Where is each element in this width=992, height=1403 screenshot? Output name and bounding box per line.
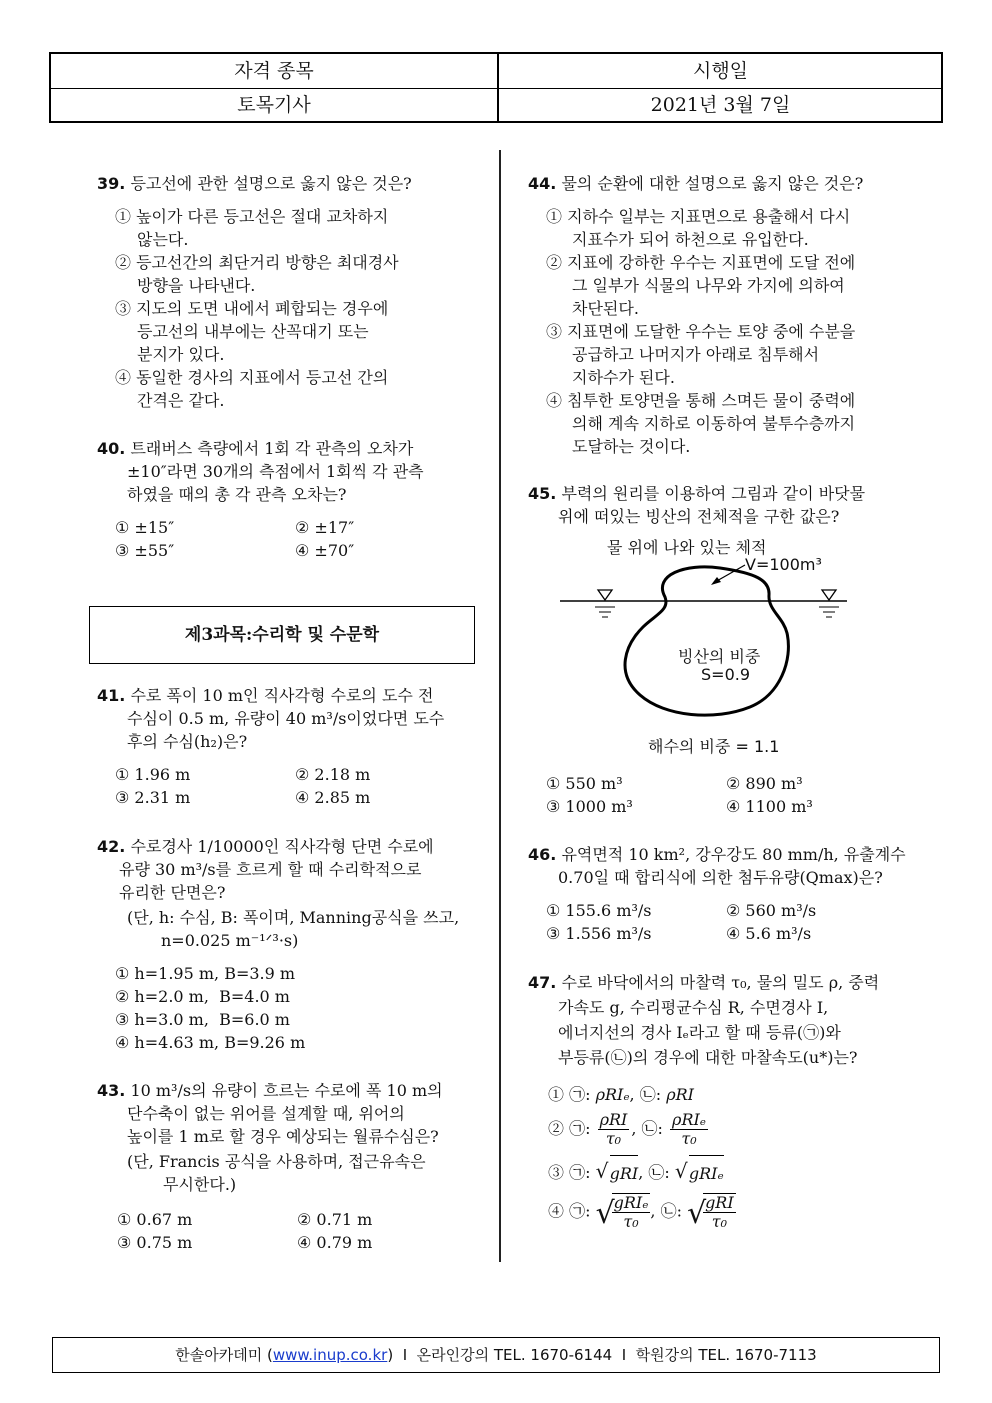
fraction-b bbox=[670, 1111, 708, 1148]
option-value-b: ρRI bbox=[666, 1085, 694, 1104]
question-stem-line3: 하였을 때의 총 각 관측 오차는? bbox=[127, 485, 347, 504]
option-2[interactable]: ② h=2.0 m, B=4.0 m bbox=[115, 987, 290, 1006]
option-2-cont: 방향을 나타낸다. bbox=[137, 276, 256, 295]
question-number: 47. bbox=[528, 973, 557, 992]
question-42 bbox=[97, 835, 459, 1054]
option-1[interactable]: ① h=1.95 m, B=3.9 m bbox=[115, 964, 296, 983]
sqrt-b: √ $\frac{\text{gRI}}{\text{τ₀}}$ bbox=[687, 1193, 734, 1231]
question-condition: (단, Francis 공식을 사용하며, 접근유속은 bbox=[127, 1152, 426, 1171]
option-3[interactable]: ③ 지도의 도면 내에서 폐합되는 경우에 bbox=[115, 299, 389, 318]
figure-label-top: 물 위에 나와 있는 체적 bbox=[607, 538, 767, 557]
option-4[interactable]: ④ 침투한 토양면을 통해 스며든 물이 중력에 bbox=[546, 391, 856, 410]
question-44 bbox=[528, 172, 863, 458]
question-stem-line4: 부등류(㉡)의 경우에 대한 마찰속도(u*)는? bbox=[558, 1048, 858, 1067]
option-1[interactable]: ① 높이가 다른 등고선은 절대 교차하지 bbox=[115, 207, 389, 226]
question-39 bbox=[97, 172, 412, 412]
question-number: 46. bbox=[528, 845, 557, 864]
option-2-cont: 그 일부가 식물의 나무와 가지에 의하여 bbox=[572, 276, 845, 295]
iceberg-figure bbox=[555, 535, 855, 765]
option-2[interactable]: ② 890 m³ bbox=[726, 774, 803, 793]
question-43 bbox=[97, 1079, 477, 1254]
option-separator: , ㉡: bbox=[629, 1085, 662, 1104]
denominator: τ₀ bbox=[711, 1212, 727, 1231]
sqrt-a: √ $\frac{\text{gRIₑ}}{\text{τ₀}}$ bbox=[595, 1193, 649, 1231]
question-stem-line2: ±10″라면 30개의 측점에서 1회씩 각 관측 bbox=[127, 462, 424, 481]
question-45-options bbox=[546, 772, 906, 818]
option-1[interactable]: ① 지하수 일부는 지표면으로 용출해서 다시 bbox=[546, 207, 851, 226]
question-stem: 수로경사 1/10000인 직사각형 단면 수로에 bbox=[130, 837, 434, 856]
subject-title: 제3과목:수리학 및 수문학 bbox=[89, 606, 475, 664]
question-stem-line3: 에너지선의 경사 Iₑ라고 할 때 등류(㉠)와 bbox=[558, 1023, 841, 1042]
option-value-a: ρRIₑ bbox=[595, 1085, 630, 1104]
option-3[interactable]: ③ ±55″ bbox=[115, 541, 175, 560]
question-stem: 수로 폭이 10 m인 직사각형 수로의 도수 전 bbox=[130, 686, 434, 705]
question-stem: 트래버스 측량에서 1회 각 관측의 오차가 bbox=[130, 439, 414, 458]
numerator: gRI bbox=[705, 1193, 734, 1212]
option-3[interactable] bbox=[548, 1155, 736, 1193]
option-4-cont: 의해 계속 지하로 이동하여 불투수층까지 bbox=[572, 414, 856, 433]
exam-header-table bbox=[49, 52, 943, 123]
option-2[interactable]: ② 등고선간의 최단거리 방향은 최대경사 bbox=[115, 253, 399, 272]
figure-label-ice: 빙산의 비중 bbox=[678, 647, 761, 666]
option-4[interactable]: ④ 5.6 m³/s bbox=[726, 924, 812, 943]
option-3-cont2: 지하수가 된다. bbox=[572, 368, 675, 387]
option-3-cont: 등고선의 내부에는 산꼭대기 또는 bbox=[137, 322, 369, 341]
question-stem: 등고선에 관한 설명으로 옳지 않은 것은? bbox=[130, 174, 412, 193]
sqrt-b: √ gRIₑ bbox=[675, 1155, 724, 1192]
option-2[interactable]: ② ±17″ bbox=[295, 518, 355, 537]
option-separator: , ㉡: bbox=[650, 1201, 682, 1221]
question-condition: (단, h: 수심, B: 폭이며, Manning공식을 쓰고, bbox=[127, 908, 460, 927]
question-stem-line2: 0.70일 때 합리식에 의한 첨두유량(Qmax)은? bbox=[558, 868, 883, 887]
option-1[interactable]: ① 0.67 m bbox=[117, 1210, 193, 1229]
question-stem-line2: 단수축이 없는 위어를 설계할 때, 위어의 bbox=[127, 1104, 405, 1123]
option-separator: , ㉡: bbox=[631, 1119, 663, 1138]
question-41 bbox=[97, 684, 475, 809]
figure-label-s: S=0.9 bbox=[701, 665, 751, 684]
question-stem-line2: 위에 떠있는 빙산의 전체적을 구한 값은? bbox=[558, 507, 840, 526]
question-stem-line3: 유리한 단면은? bbox=[119, 883, 226, 902]
question-stem-line3: 높이를 1 m로 할 경우 예상되는 월류수심은? bbox=[127, 1127, 439, 1146]
option-3-cont2: 분지가 있다. bbox=[137, 345, 225, 364]
numerator: gRIₑ bbox=[613, 1193, 649, 1212]
header-field-value: 토목기사 bbox=[237, 94, 311, 116]
question-stem: 10 m³/s의 유량이 흐르는 수로에 폭 10 m의 bbox=[130, 1081, 443, 1100]
option-3[interactable]: ③ 1000 m³ bbox=[546, 797, 633, 816]
question-number: 43. bbox=[97, 1081, 126, 1100]
denominator: τ₀ bbox=[605, 1129, 622, 1148]
question-number: 39. bbox=[97, 174, 126, 193]
option-2-cont2: 차단된다. bbox=[572, 299, 639, 318]
option-4[interactable]: ④ 동일한 경사의 지표에서 등고선 간의 bbox=[115, 368, 389, 387]
numerator: ρRI bbox=[599, 1110, 628, 1129]
question-stem: 부력의 원리를 이용하여 그림과 같이 바닷물 bbox=[561, 484, 866, 503]
fraction-a bbox=[598, 1111, 630, 1148]
question-47-options bbox=[548, 1083, 736, 1241]
header-row-titles bbox=[51, 54, 941, 89]
question-stem-line2: 유량 30 m³/s를 흐르게 할 때 수리학적으로 bbox=[119, 860, 422, 879]
question-number: 41. bbox=[97, 686, 126, 705]
sqrt-a: √ gRI bbox=[596, 1155, 639, 1192]
option-3-cont: 공급하고 나머지가 아래로 침투해서 bbox=[572, 345, 820, 364]
footer-contact: ) I 온라인강의 TEL. 1670-6144 I 학원강의 TEL. 1670-7113 bbox=[387, 1346, 817, 1364]
option-1[interactable]: ① 550 m³ bbox=[546, 774, 623, 793]
denominator: τ₀ bbox=[681, 1129, 697, 1148]
header-date-title: 시행일 bbox=[692, 60, 749, 82]
header-divider bbox=[497, 54, 499, 121]
question-47 bbox=[528, 970, 879, 1070]
option-4[interactable]: ④ 0.79 m bbox=[297, 1233, 373, 1252]
option-2[interactable]: ② 0.71 m bbox=[297, 1210, 373, 1229]
header-date-value: 2021년 3월 7일 bbox=[650, 94, 791, 116]
question-number: 40. bbox=[97, 439, 126, 458]
option-3[interactable]: ③ h=3.0 m, B=6.0 m bbox=[115, 1010, 290, 1029]
option-2[interactable] bbox=[548, 1111, 736, 1155]
figure-label-sea: 해수의 비중 = 1.1 bbox=[648, 737, 780, 756]
question-46 bbox=[528, 843, 906, 945]
question-number: 44. bbox=[528, 174, 557, 193]
question-stem-line2: 수심이 0.5 m, 유량이 40 m³/s이었다면 도수 bbox=[127, 709, 445, 728]
header-row-values bbox=[51, 88, 941, 122]
question-stem-line2: 가속도 g, 수리평균수심 R, 수면경사 I, bbox=[558, 998, 829, 1017]
numerator: ρRIₑ bbox=[672, 1110, 706, 1129]
option-1[interactable]: ① 155.6 m³/s bbox=[546, 901, 652, 920]
option-1[interactable]: ① ±15″ bbox=[115, 518, 175, 537]
option-1[interactable] bbox=[548, 1083, 736, 1111]
option-3[interactable]: ③ 0.75 m bbox=[117, 1233, 193, 1252]
option-separator: , ㉡: bbox=[638, 1163, 670, 1182]
option-marker: ② ㉠: bbox=[548, 1119, 591, 1138]
option-1[interactable]: ① 1.96 m bbox=[115, 765, 191, 784]
option-4[interactable]: ④ 1100 m³ bbox=[726, 797, 813, 816]
option-4-cont: 간격은 같다. bbox=[137, 391, 225, 410]
option-2[interactable]: ② 560 m³/s bbox=[726, 901, 817, 920]
option-marker: ④ ㉠: bbox=[548, 1201, 591, 1221]
column-divider bbox=[499, 150, 501, 1262]
question-40 bbox=[97, 437, 475, 562]
option-4[interactable] bbox=[548, 1193, 736, 1241]
question-45 bbox=[528, 482, 865, 528]
option-1-cont: 않는다. bbox=[137, 230, 189, 249]
sqrt-radicand: gRI bbox=[610, 1155, 639, 1192]
figure-label-volume: V=100m³ bbox=[745, 555, 822, 574]
question-condition-line2: n=0.025 m⁻¹ᐟ³·s) bbox=[161, 931, 299, 950]
option-4[interactable]: ④ h=4.63 m, B=9.26 m bbox=[115, 1033, 306, 1052]
option-marker: ① ㉠: bbox=[548, 1085, 591, 1104]
question-stem: 유역면적 10 km², 강우강도 80 mm/h, 유출계수 bbox=[561, 845, 906, 864]
option-3[interactable]: ③ 1.556 m³/s bbox=[546, 924, 652, 943]
option-3[interactable]: ③ 2.31 m bbox=[115, 788, 191, 807]
question-stem-line3: 후의 수심(h₂)은? bbox=[127, 732, 248, 751]
option-4[interactable]: ④ ±70″ bbox=[295, 541, 355, 560]
option-1-cont: 지표수가 되어 하천으로 유입한다. bbox=[572, 230, 809, 249]
footer-bar bbox=[52, 1337, 940, 1373]
question-number: 45. bbox=[528, 484, 557, 503]
sqrt-radicand: gRIₑ bbox=[689, 1155, 724, 1192]
header-field-title: 자격 종목 bbox=[234, 60, 314, 82]
question-stem: 물의 순환에 대한 설명으로 옳지 않은 것은? bbox=[561, 174, 864, 193]
footer-brand: 한솔아카데미 ( bbox=[175, 1346, 273, 1364]
option-4[interactable]: ④ 2.85 m bbox=[295, 788, 371, 807]
option-marker: ③ ㉠: bbox=[548, 1163, 591, 1182]
option-2[interactable]: ② 2.18 m bbox=[295, 765, 371, 784]
footer-url-link[interactable]: www.inup.co.kr bbox=[272, 1346, 388, 1364]
denominator: τ₀ bbox=[623, 1212, 639, 1231]
question-number: 42. bbox=[97, 837, 126, 856]
question-stem: 수로 바닥에서의 마찰력 τ₀, 물의 밀도 ρ, 중력 bbox=[561, 973, 880, 992]
option-4-cont2: 도달하는 것이다. bbox=[572, 437, 691, 456]
option-2[interactable]: ② 지표에 강하한 우수는 지표면에 도달 전에 bbox=[546, 253, 856, 272]
question-condition-line2: 무시한다.) bbox=[163, 1175, 237, 1194]
option-3[interactable]: ③ 지표면에 도달한 우수는 토양 중에 수분을 bbox=[546, 322, 856, 341]
